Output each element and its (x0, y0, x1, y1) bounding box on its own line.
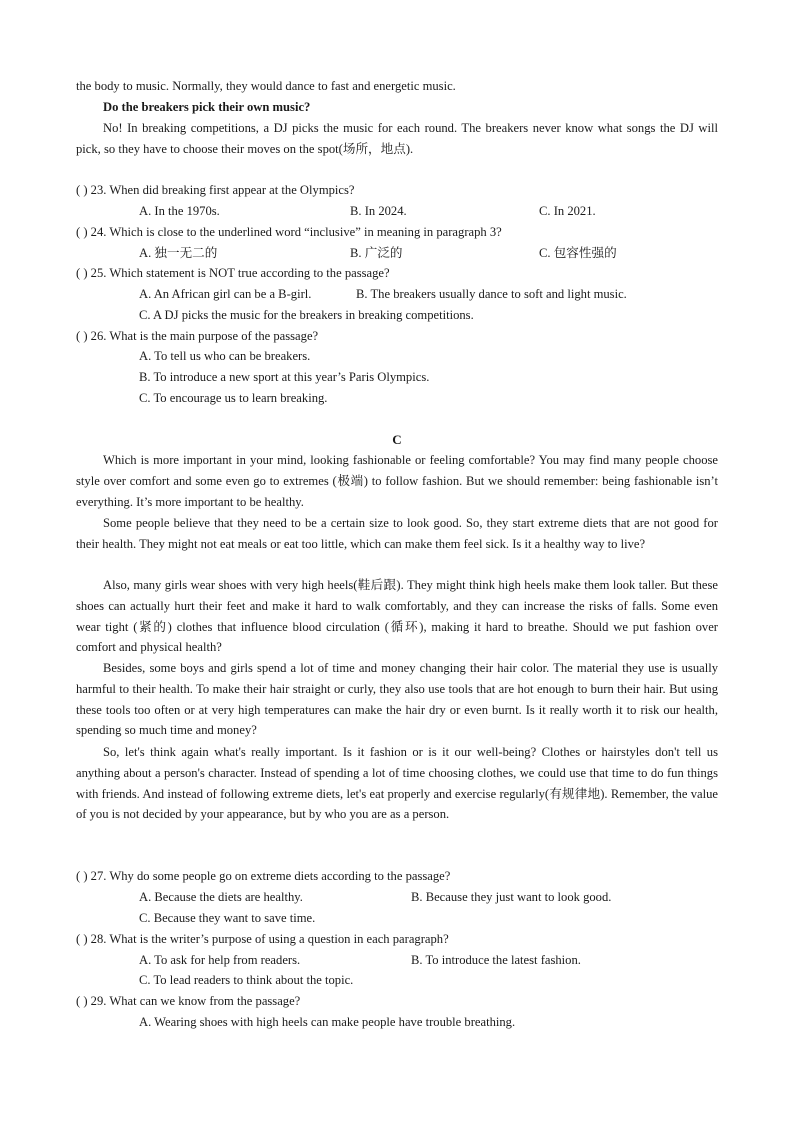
question-28-option-a: A. To ask for help from readers. (139, 953, 301, 967)
question-23-option-a: A. In the 1970s. (139, 204, 220, 218)
passage-b-subheading: Do the breakers pick their own music? (103, 100, 311, 114)
section-c-title: C (392, 432, 402, 447)
question-28-stem: ( ) 28. What is the writer’s purpose of using a question in each paragraph? (76, 932, 449, 946)
passage-c-paragraph-3: Also, many girls wear shoes with very high heels(鞋后跟). They might think high heels make them look taller. But these shoes can actually hurt their feet and make it hard to walk comfortably, and they can increase the risks of falls. Some even wear tight (紧的) clothes that influence blood circulation (循环), making it hard to breathe. Should we put fashion over comfort and physical health? (76, 578, 718, 655)
question-25-option-b: B. The breakers usually dance to soft and light music. (356, 287, 627, 301)
question-24-option-c: C. 包容性强的 (539, 246, 617, 260)
question-28-option-c: C. To lead readers to think about the topic. (139, 973, 354, 987)
question-29-stem: ( ) 29. What can we know from the passage? (76, 994, 301, 1008)
question-25-stem: ( ) 25. Which statement is NOT true according to the passage? (76, 266, 390, 280)
question-26-stem: ( ) 26. What is the main purpose of the passage? (76, 329, 319, 343)
question-25-option-c: C. A DJ picks the music for the breakers in breaking competitions. (139, 308, 474, 322)
question-23-option-c: C. In 2021. (539, 204, 596, 218)
question-27-option-a: A. Because the diets are healthy. (139, 890, 303, 904)
question-24-option-a: A. 独一无二的 (139, 246, 218, 260)
question-29-option-a: A. Wearing shoes with high heels can make people have trouble breathing. (139, 1015, 516, 1029)
question-24-option-b: B. 广泛的 (350, 246, 403, 260)
passage-c-paragraph-2: Some people believe that they need to be a certain size to look good. So, they start extreme diets that are not good for their health. They might not eat meals or eat too little, which can make them feel sick. Is it a healthy way to live? (76, 516, 718, 551)
question-23-option-b: B. In 2024. (350, 204, 407, 218)
question-24-stem: ( ) 24. Which is close to the underlined word “inclusive” in meaning in paragraph 3? (76, 225, 502, 239)
question-28-option-b: B. To introduce the latest fashion. (411, 953, 581, 967)
question-27-option-c: C. Because they want to save time. (139, 911, 316, 925)
passage-c-paragraph-5: So, let's think again what's really important. Is it fashion or is it our well-being? Clothes or hairstyles don't tell us anything about a person's character. Instead of spending a lot of time choosing clothes, we could use that time to do fun things with friends. And instead of following extreme diets, let's eat properly and exercise regularly(有规律地). Remember, the value of you is not decided by your appearance, but by who you are as a person. (76, 745, 718, 822)
question-23-stem: ( ) 23. When did breaking first appear at the Olympics? (76, 183, 355, 197)
question-27-stem: ( ) 27. Why do some people go on extreme diets according to the passage? (76, 869, 451, 883)
question-26-option-a: A. To tell us who can be breakers. (139, 349, 311, 363)
passage-c-paragraph-1: Which is more important in your mind, looking fashionable or feeling comfortable? You may find many people choose style over comfort and some even go to extremes (极端) to follow fashion. But we should remember: being fashionable isn’t everything. It’s more important to be healthy. (76, 453, 718, 509)
question-26-option-b: B. To introduce a new sport at this year’s Paris Olympics. (139, 370, 430, 384)
passage-b-continuation: the body to music. Normally, they would dance to fast and energetic music. (76, 79, 456, 93)
question-27-option-b: B. Because they just want to look good. (411, 890, 612, 904)
question-25-option-a: A. An African girl can be a B-girl. (139, 287, 312, 301)
question-26-option-c: C. To encourage us to learn breaking. (139, 391, 328, 405)
passage-b-paragraph: No! In breaking competitions, a DJ picks the music for each round. The breakers never know what songs the DJ will pick, so they have to choose their moves on the spot(场所，地点). (76, 121, 718, 156)
passage-c-paragraph-4: Besides, some boys and girls spend a lot of time and money changing their hair color. The material they use is usually harmful to their health. To make their hair straight or curly, they also use tools that are hot enough to burn their hair. But using these tools too often or at very high temperatures can make the hair dry or even burnt. Is it really worth it to risk our health, spending so much time and money? (76, 661, 718, 738)
